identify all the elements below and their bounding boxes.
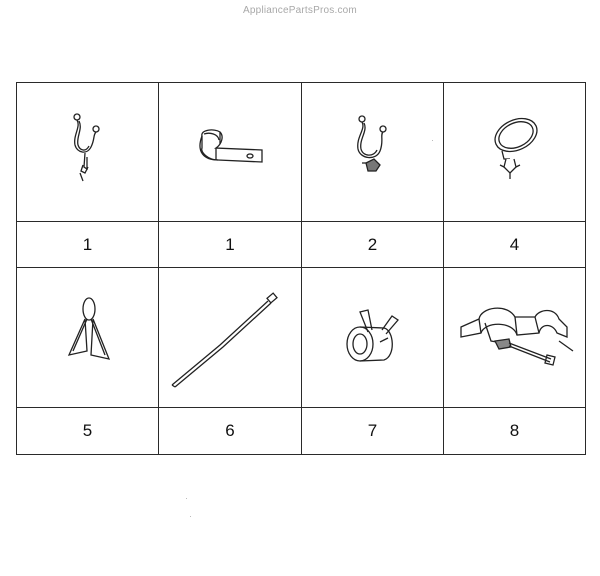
part-image-cell bbox=[159, 83, 301, 221]
quantity-cell bbox=[302, 222, 443, 267]
spring-hose-clamp-icon bbox=[338, 298, 408, 378]
quantity-label: 1 bbox=[225, 234, 235, 254]
scan-speck bbox=[432, 140, 433, 141]
quantity-cell bbox=[159, 408, 301, 454]
wire-clip-with-tab-icon bbox=[348, 107, 398, 197]
part-image-cell bbox=[302, 83, 443, 221]
part-image-cell bbox=[444, 268, 585, 407]
scan-speck bbox=[190, 516, 191, 517]
quantity-cell bbox=[159, 222, 301, 267]
cable-tie-icon bbox=[170, 283, 290, 393]
wire-hanger-clip-icon bbox=[63, 293, 113, 383]
parts-grid bbox=[16, 82, 586, 455]
quantity-label: 4 bbox=[509, 234, 520, 254]
scan-speck bbox=[186, 498, 187, 499]
part-image-cell bbox=[444, 83, 585, 221]
quantity-cell bbox=[444, 408, 585, 454]
quantity-label: 1 bbox=[82, 234, 93, 254]
quantity-cell bbox=[444, 222, 585, 267]
ring-push-clip-icon bbox=[480, 107, 550, 197]
quantity-label: 2 bbox=[367, 234, 378, 254]
part-image-cell bbox=[159, 268, 301, 407]
quantity-label: 8 bbox=[509, 421, 520, 440]
quantity-cell bbox=[17, 408, 158, 454]
quantity-label: 5 bbox=[82, 421, 93, 440]
part-image-cell bbox=[17, 268, 158, 407]
quantity-cell bbox=[17, 222, 158, 267]
p-clamp-icon bbox=[190, 122, 270, 182]
quantity-label: 6 bbox=[225, 421, 235, 440]
quantity-cell bbox=[302, 408, 443, 454]
part-image-cell bbox=[17, 83, 158, 221]
wire-clip-icon bbox=[63, 107, 113, 197]
part-image-cell bbox=[302, 268, 443, 407]
quantity-label: 7 bbox=[367, 421, 378, 440]
watermark: AppliancePartsPros.com bbox=[243, 5, 357, 16]
hose-bracket-clamp-icon bbox=[455, 293, 575, 383]
